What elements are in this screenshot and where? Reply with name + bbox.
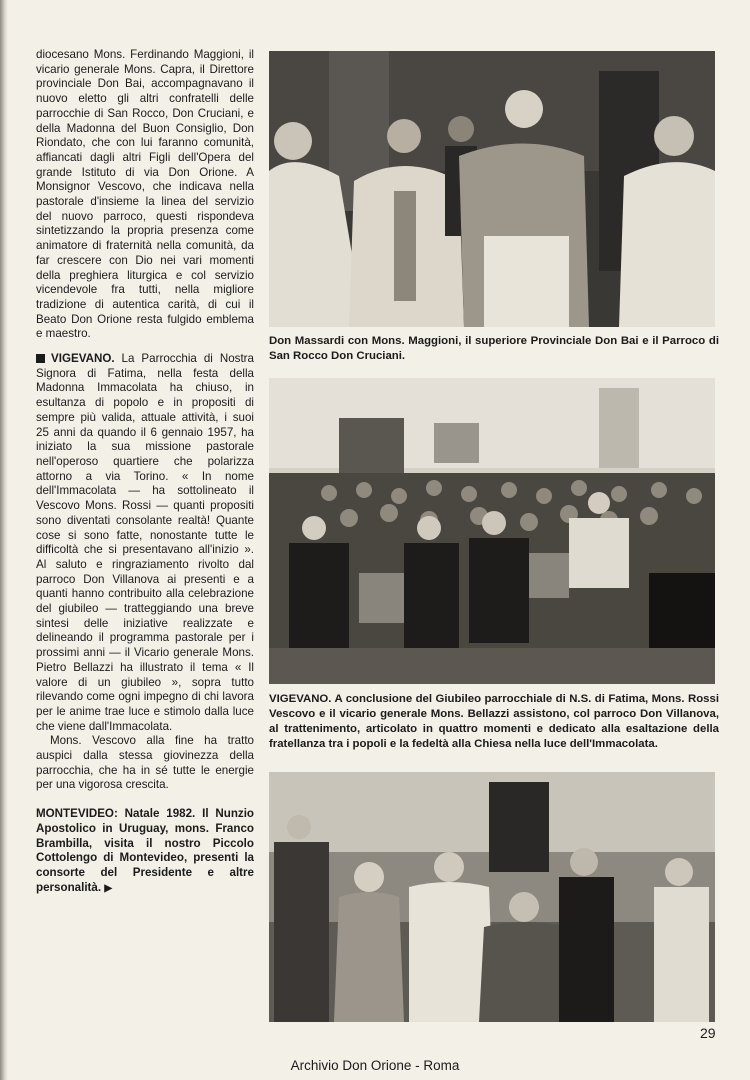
caption-photo-clergy: Don Massardi con Mons. Maggioni, il superiore Provinciale Don Bai e il Parroco di San Rocco Don Cruciani. (269, 335, 719, 362)
paragraph-vigevano (36, 352, 254, 734)
montevideo-text: MONTEVIDEO: Natale 1982. Il Nunzio Apostolico in Uruguay, mons. Franco Brambilla, visita il nostro Piccolo Cottolengo di Montevideo, presenti la consorte del Presidente e altre personalità. (36, 807, 254, 894)
photo-clergy-group-image (269, 51, 715, 327)
photo-vigevano-audience (269, 378, 715, 684)
binding-edge (0, 0, 8, 1080)
paragraph-vescovo: Mons. Vescovo alla fine ha tratto auspici dalla stessa giovinezza della parrocchia, che ha in sé tutte le energie per una vigorosa crescita. (36, 734, 254, 792)
archive-footer: Archivio Don Orione - Roma (290, 1058, 460, 1073)
paragraph-montevideo (36, 807, 254, 896)
photo-vigevano-audience-image (269, 378, 715, 684)
vigevano-lead: VIGEVANO. (51, 352, 115, 366)
left-text-column (36, 48, 254, 896)
vigevano-body: La Parrocchia di Nostra Signora di Fatima, nella festa della Madonna Immacolata ha chiuso, in esultanza di popolo e in propositi di sempre più valida, attuale attività, i suoi 25 anni da quando il 6 gennaio 1957, ha iniziato la sua missione pastorale nell'operoso quartiere che polarizza attorno a via Torino. « In nome dell'Immacolata — ha sottolineato il Vescovo Mons. Rossi — quanti propositi sono diventati consolante realtà! Quante cose si sono fatte, nonostante tutte le difficoltà che si presentavano all'inizio ». Al saluto e ringraziamento rivolto dal parroco Don Villanova ai presenti e a quanti hanno contribuito alla celebrazione del giubileo — tratteggiando una breve sintesi delle iniziative realizzate e delineando il programma pastorale per i prossimi anni — il Vicario generale Mons. Pietro Bellazzi ha illustrato il tema « Il valore di un giubileo », sopra tutto rilevando come ogni impegno di chi lavora per le anime trae luce e stimolo dalla luce che viene dall'Immacolata. (36, 352, 254, 733)
caption-photo-vigevano: VIGEVANO. A conclusione del Giubileo parrocchiale di N.S. di Fatima, Mons. Rossi Vescovo e il vicario generale Mons. Bellazzi assistono, col parroco Don Villanova, al trattenimento, articolato in quattro momenti e dedicato alla esaltazione della fratellanza tra i popoli e la fedeltà alla Chiesa nella luce dell'Immacolata. (269, 693, 719, 750)
photo-montevideo-visit (269, 772, 715, 1022)
section-marker-icon (36, 354, 45, 363)
page-number: 29 (700, 1025, 716, 1041)
arrow-right-icon: ▶ (104, 882, 113, 894)
photo-montevideo-visit-image (269, 772, 715, 1022)
photo-clergy-group (269, 51, 715, 327)
paragraph-maggioni: diocesano Mons. Ferdinando Maggioni, il vicario generale Mons. Capra, il Direttore provinciale Don Bai, accompagnavano il nuovo eletto gli altri confratelli delle parrocchie di San Rocco, Don Cruciani, e della Madonna del Buon Consiglio, Don Riondato, che con lui faranno comunità, affiancati dagli altri Figli dell'Opera del grande Istituto di via Don Orione. A Monsignor Vescovo, che indicava nella pastorale d'insieme la linea del servizio del nuovo parroco, questi rispondeva sintetizzando la propria presenza come animatore di fraternità nella comunità, da far crescere con Dio nei vari momenti della preghiera liturgica e col servizio vicendevole fra tutti, nella migliore tradizione di autentica carità, di cui il Beato Don Orione resta fulgido emblema e maestro. (36, 48, 254, 341)
